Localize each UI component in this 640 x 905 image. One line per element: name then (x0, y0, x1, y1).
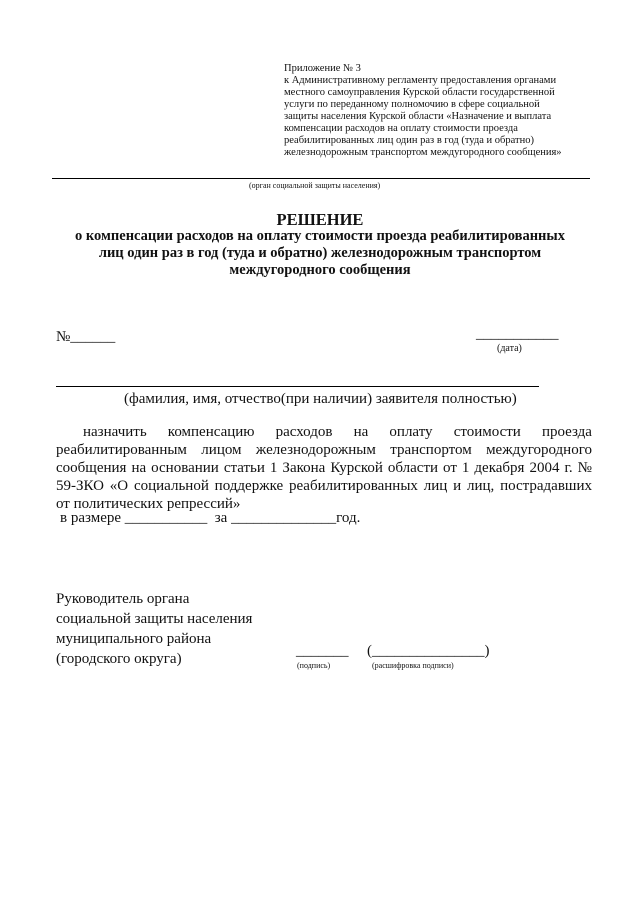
decision-line-5: от политических репрессий» (56, 496, 241, 512)
date-blank: ___________ (476, 326, 559, 342)
subtitle-line: о компенсации расходов на оплату стоимости проезда реабилитированных (75, 228, 565, 244)
decision-word: стоимости (453, 424, 521, 440)
document-title: РЕШЕНИЕ (276, 210, 364, 229)
subtitle-line: междугородного сообщения (229, 262, 411, 278)
appendix-line: реабилитированных лиц один раз в год (туда и обратно) (284, 135, 534, 146)
decision-line-1 (83, 424, 592, 441)
decoding-caption: (расшифровка подписи) (372, 661, 454, 670)
appendix-line: железнодорожным транспортом междугородного сообщения» (284, 147, 562, 158)
document-subtitle (40, 228, 600, 279)
signatory-line: муниципального района (56, 631, 212, 647)
appendix-line: компенсации расходов на оплату стоимости проезда (284, 123, 518, 134)
decision-word: расходов (275, 424, 333, 440)
decision-word: оплату (389, 424, 433, 440)
signatory-line: социальной защиты населения (56, 611, 253, 627)
subtitle-line: лиц один раз в год (туда и обратно) железнодорожным транспортом (98, 245, 542, 261)
organ-field-line (52, 178, 590, 179)
appendix-line: к Административному регламенту предоставления органами (284, 75, 557, 86)
organ-caption: (орган социальной защиты населения) (249, 181, 381, 190)
decision-word: на (353, 424, 369, 440)
decision-line-3: сообщения на основании статьи 1 Закона Курской области от 1 декабря 2004 г. № (56, 460, 592, 476)
decision-word: компенсацию (167, 424, 255, 440)
applicant-field-line (56, 386, 539, 387)
decoding-blank: (_______________) (367, 643, 490, 659)
decision-word: назначить (83, 424, 147, 440)
appendix-note (284, 63, 604, 159)
signatory-line: (городского округа) (56, 651, 182, 667)
date-caption: (дата) (497, 343, 522, 354)
applicant-caption: (фамилия, имя, отчество(при наличии) заявителя полностью) (124, 391, 517, 407)
signatory-line: Руководитель органа (56, 591, 190, 607)
decision-line-4: 59-ЗКО «О социальной поддержке реабилитированных лиц и лиц, пострадавших (56, 478, 592, 494)
appendix-line: местного самоуправления Курской области государственной (284, 87, 555, 98)
appendix-line: услуги по переданному полномочию в сфере социальной (284, 99, 540, 110)
signature-caption: (подпись) (297, 661, 331, 670)
appendix-line: Приложение № 3 (284, 63, 361, 74)
appendix-line: защиты населения Курской области «Назначение и выплата (284, 111, 552, 122)
amount-line: в размере ___________ за ______________год. (60, 510, 361, 526)
decision-line-2: реабилитированным лицом железнодорожным транспортом междугородного (56, 442, 592, 458)
signature-blank: _______ (296, 643, 349, 659)
decision-word: проезда (541, 424, 592, 440)
signatory-title (56, 589, 252, 669)
decision-number: №______ (56, 329, 116, 345)
